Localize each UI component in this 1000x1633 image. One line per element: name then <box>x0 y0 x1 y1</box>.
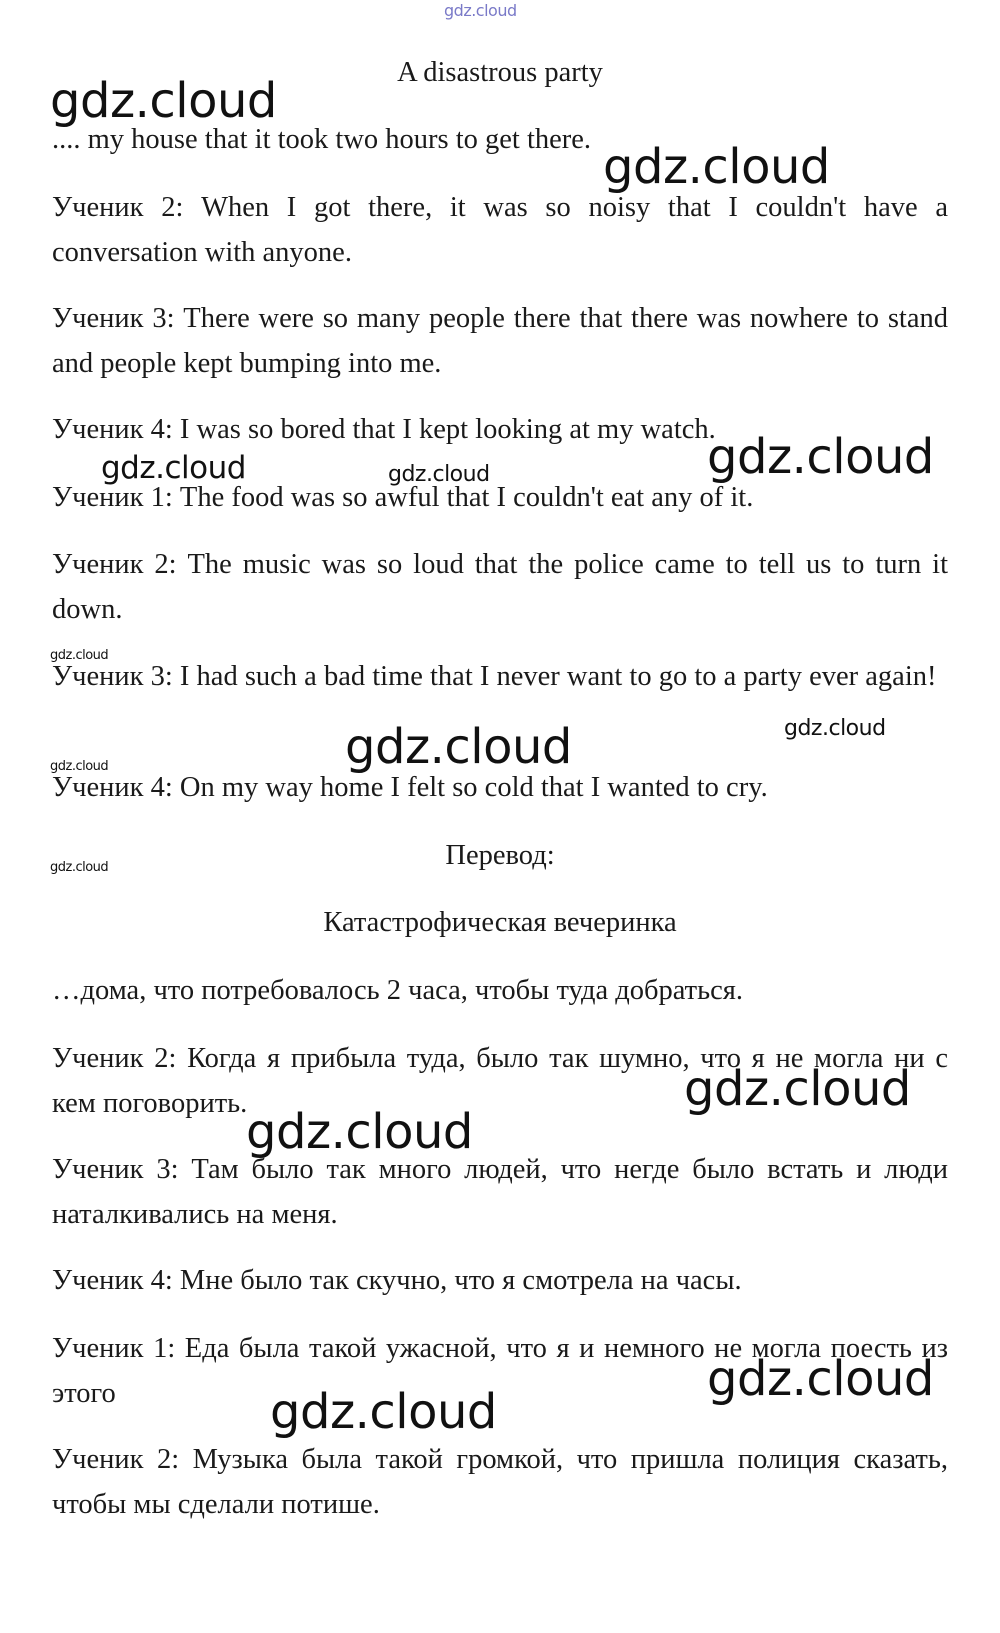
watermark: gdz.cloud <box>270 1384 497 1440</box>
paragraph-en-2: Ученик 2: When I got there, it was so noisy that I couldn't have a conversation with anyone. <box>52 192 948 268</box>
document-title: A disastrous party <box>397 57 603 88</box>
paragraph-en-7: Ученик 3: I had such a bad time that I never want to go to a party ever again! <box>52 661 937 692</box>
watermark: gdz.cloud <box>101 450 246 486</box>
watermark: gdz.cloud <box>345 719 572 775</box>
watermark: gdz.cloud <box>707 429 934 485</box>
translation-heading: Перевод: <box>445 840 555 871</box>
paragraph-ru-1: …дома, что потребовалось 2 часа, чтобы туда добраться. <box>52 975 743 1006</box>
watermark: gdz.cloud <box>50 648 109 663</box>
watermark-top: gdz.cloud <box>444 1 517 20</box>
watermark: gdz.cloud <box>388 462 490 487</box>
watermark: gdz.cloud <box>246 1104 473 1160</box>
paragraph-en-6: Ученик 2: The music was so loud that the police came to tell us to turn it down. <box>52 549 948 625</box>
paragraph-en-3: Ученик 3: There were so many people there that there was nowhere to stand and people kept bumping into me. <box>52 303 948 379</box>
watermark: gdz.cloud <box>707 1351 934 1407</box>
paragraph-ru-3: Ученик 3: Там было так много людей, что негде было встать и люди наталкивались на меня. <box>52 1154 948 1230</box>
paragraph-ru-4: Ученик 4: Мне было так скучно, что я смотрела на часы. <box>52 1265 742 1296</box>
paragraph-en-5: Ученик 1: The food was so awful that I couldn't eat any of it. <box>52 482 754 513</box>
watermark: gdz.cloud <box>50 860 109 875</box>
paragraph-en-1: .... my house that it took two hours to get there. <box>52 124 592 155</box>
watermark: gdz.cloud <box>684 1061 911 1117</box>
paragraph-ru-5: Ученик 1: Еда была такой ужасной, что я и немного не могла поесть из этого <box>52 1333 948 1409</box>
paragraph-en-4: Ученик 4: I was so bored that I kept looking at my watch. <box>52 414 716 445</box>
watermark: gdz.cloud <box>784 716 886 741</box>
watermark: gdz.cloud <box>50 759 109 774</box>
watermark: gdz.cloud <box>50 73 277 129</box>
paragraph-ru-6: Ученик 2: Музыка была такой громкой, что пришла полиция сказать, чтобы мы сделали потише. <box>52 1444 948 1520</box>
translation-title: Катастрофическая вечеринка <box>323 907 677 938</box>
paragraph-ru-2: Ученик 2: Когда я прибыла туда, было так шумно, что я не могла ни с кем поговорить. <box>52 1043 948 1119</box>
paragraph-en-8: Ученик 4: On my way home I felt so cold that I wanted to cry. <box>52 772 768 803</box>
watermark: gdz.cloud <box>603 139 830 195</box>
